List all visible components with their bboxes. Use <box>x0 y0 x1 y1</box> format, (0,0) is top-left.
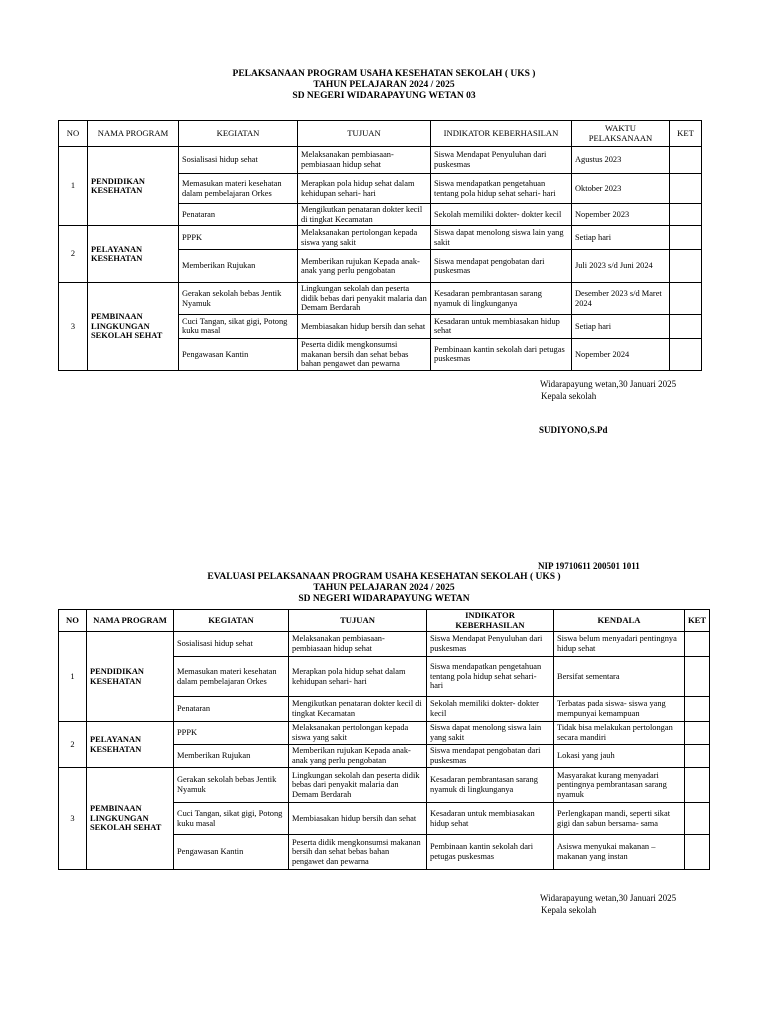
table-header <box>59 610 710 632</box>
header-row <box>59 121 702 147</box>
goal-cell: Memberikan rujukan Kepada anak- anak yang perlu pengobatan <box>289 745 427 768</box>
goal-cell: Memberikan rujukan Kepada anak- anak yang perlu pengobatan <box>298 250 431 283</box>
place-date: Widarapayung wetan,30 Januari 2025 <box>540 379 677 389</box>
goal-cell: Peserta didik mengkonsumsi makanan bersih dan sehat bebas bahan pengawet dan pewarna <box>298 338 431 370</box>
program-name: PELAYANAN KESEHATAN <box>87 722 174 768</box>
program-table <box>58 120 702 371</box>
obstacle-cell: Siswa belum menyadari pentingnya hidup sehat <box>554 632 685 657</box>
note-cell <box>670 204 702 226</box>
column-header-indicator: INDIKATOR KEBERHASILAN <box>431 121 572 147</box>
obstacle-cell: Bersifat sementara <box>554 657 685 697</box>
activity-cell: Sosialisasi hidup sehat <box>174 632 289 657</box>
column-header-program: NAMA PROGRAM <box>88 121 179 147</box>
column-header-goal: TUJUAN <box>289 610 427 632</box>
note-cell <box>685 745 710 768</box>
activity-cell: Memberikan Rujukan <box>174 745 289 768</box>
indicator-cell: Siswa mendapatkan pengetahuan tentang pola hidup sehat sehari- hari <box>427 657 554 697</box>
doc1-title-line: PELAKSANAAN PROGRAM USAHA KESEHATAN SEKOLAH ( UKS ) <box>232 69 536 79</box>
activity-cell: Gerakan sekolah bebas Jentik Nyamuk <box>174 768 289 803</box>
column-header-col6: WAKTU PELAKSANAAN <box>572 121 670 147</box>
activity-cell: Penataran <box>174 697 289 722</box>
header-row <box>59 610 710 632</box>
indicator-cell: Kesadaran untuk membiasakan hidup sehat <box>427 803 554 835</box>
goal-cell: Lingkungan sekolah dan peserta didik bebas dari penyakit malaria dan Demam Berdarah <box>289 768 427 803</box>
column-header-activity: KEGIATAN <box>174 610 289 632</box>
indicator-cell: Siswa mendapat pengobatan dari puskesmas <box>427 745 554 768</box>
table-row <box>59 147 702 174</box>
goal-cell: Membiasakan hidup bersih dan sehat <box>298 314 431 338</box>
note-cell <box>670 226 702 250</box>
note-cell <box>670 174 702 204</box>
schedule-cell: Juli 2023 s/d Juni 2024 <box>572 250 670 283</box>
activity-cell: Cuci Tangan, sikat gigi, Potong kuku masal <box>174 803 289 835</box>
activity-cell: PPPK <box>179 226 298 250</box>
program-name: PELAYANAN KESEHATAN <box>88 226 179 283</box>
obstacle-cell: Terbatas pada siswa- siswa yang mempunyai kemampuan <box>554 697 685 722</box>
table-row <box>59 283 702 315</box>
note-cell <box>685 722 710 745</box>
row-number: 2 <box>59 722 87 768</box>
goal-cell: Merapkan pola hidup sehat dalam kehidupan sehari- hari <box>298 174 431 204</box>
goal-cell: Merapkan pola hidup sehat dalam kehidupan sehari- hari <box>289 657 427 697</box>
activity-cell: Pengawasan Kantin <box>179 338 298 370</box>
indicator-cell: Siswa Mendapat Penyuluhan dari puskesmas <box>431 147 572 174</box>
doc2-title-line: SD NEGERI WIDARAPAYUNG WETAN <box>298 594 470 604</box>
signer-name: SUDIYONO,S.Pd <box>539 425 608 435</box>
signer-nip: NIP 19710611 200501 1011 <box>538 561 640 571</box>
obstacle-cell: Masyarakat kurang menyadari pentingnya pembrantasan sarang nyamuk <box>554 768 685 803</box>
doc2-title-line: EVALUASI PELAKSANAAN PROGRAM USAHA KESEHATAN SEKOLAH ( UKS ) <box>207 572 561 582</box>
table-body <box>59 632 710 870</box>
note-cell <box>685 803 710 835</box>
program-name: PENDIDIKAN KESEHATAN <box>87 632 174 722</box>
indicator-cell: Sekolah memiliki dokter- dokter kecil <box>427 697 554 722</box>
row-number: 3 <box>59 283 88 371</box>
schedule-cell: Nopember 2024 <box>572 338 670 370</box>
goal-cell: Mengikutkan penataran dokter kecil di tingkat Kecamatan <box>289 697 427 722</box>
activity-cell: Memasukan materi kesehatan dalam pembelajaran Orkes <box>179 174 298 204</box>
goal-cell: Melaksanakan pertolongan kepada siswa yang sakit <box>289 722 427 745</box>
schedule-cell: Desember 2023 s/d Maret 2024 <box>572 283 670 315</box>
obstacle-cell: Asiswa menyukai makanan – makanan yang instan <box>554 835 685 870</box>
indicator-cell: Siswa dapat menolong siswa lain yang sakit <box>427 722 554 745</box>
table-row <box>59 722 710 745</box>
signer-role: Kepala sekolah <box>541 905 597 915</box>
column-header-program: NAMA PROGRAM <box>87 610 174 632</box>
row-number: 3 <box>59 768 87 870</box>
row-number: 1 <box>59 147 88 226</box>
indicator-cell: Pembinaan kantin sekolah dari petugas puskesmas <box>427 835 554 870</box>
note-cell <box>685 835 710 870</box>
schedule-cell: Setiap hari <box>572 314 670 338</box>
note-cell <box>685 768 710 803</box>
activity-cell: PPPK <box>174 722 289 745</box>
table-row <box>59 768 710 803</box>
schedule-cell: Oktober 2023 <box>572 174 670 204</box>
indicator-cell: Siswa dapat menolong siswa lain yang sakit <box>431 226 572 250</box>
activity-cell: Memasukan materi kesehatan dalam pembelajaran Orkes <box>174 657 289 697</box>
note-cell <box>685 697 710 722</box>
doc2-title <box>0 572 768 605</box>
doc2-title-line: TAHUN PELAJARAN 2024 / 2025 <box>313 583 455 593</box>
program-name: PENDIDIKAN KESEHATAN <box>88 147 179 226</box>
table-header <box>59 121 702 147</box>
obstacle-cell: Perlengkapan mandi, seperti sikat gigi dan sabun bersama- sama <box>554 803 685 835</box>
schedule-cell: Agustus 2023 <box>572 147 670 174</box>
table-row <box>59 226 702 250</box>
indicator-cell: Siswa mendapatkan pengetahuan tentang pola hidup sehat sehari- hari <box>431 174 572 204</box>
note-cell <box>670 338 702 370</box>
doc1-title <box>0 69 768 102</box>
program-name: PEMBINAAN LINGKUNGAN SEKOLAH SEHAT <box>88 283 179 371</box>
indicator-cell: Sekolah memiliki dokter- dokter kecil <box>431 204 572 226</box>
row-number: 1 <box>59 632 87 722</box>
goal-cell: Melaksanakan pertolongan kepada siswa yang sakit <box>298 226 431 250</box>
place-date: Widarapayung wetan,30 Januari 2025 <box>540 893 677 903</box>
note-cell <box>670 250 702 283</box>
activity-cell: Memberikan Rujukan <box>179 250 298 283</box>
activity-cell: Penataran <box>179 204 298 226</box>
indicator-cell: Siswa mendapat pengobatan dari puskesmas <box>431 250 572 283</box>
column-header-col6: KENDALA <box>554 610 685 632</box>
note-cell <box>685 632 710 657</box>
indicator-cell: Pembinaan kantin sekolah dari petugas puskesmas <box>431 338 572 370</box>
table-row <box>59 632 710 657</box>
column-header-no: NO <box>59 610 87 632</box>
column-header-activity: KEGIATAN <box>179 121 298 147</box>
column-header-note: KET <box>685 610 710 632</box>
evaluation-table <box>58 609 710 870</box>
note-cell <box>685 657 710 697</box>
schedule-cell: Setiap hari <box>572 226 670 250</box>
schedule-cell: Nopember 2023 <box>572 204 670 226</box>
note-cell <box>670 314 702 338</box>
program-name: PEMBINAAN LINGKUNGAN SEKOLAH SEHAT <box>87 768 174 870</box>
obstacle-cell: Lokasi yang jauh <box>554 745 685 768</box>
activity-cell: Cuci Tangan, sikat gigi, Potong kuku masal <box>179 314 298 338</box>
indicator-cell: Kesadaran pembrantasan sarang nyamuk di lingkunganya <box>427 768 554 803</box>
indicator-cell: Kesadaran untuk membiasakan hidup sehat <box>431 314 572 338</box>
indicator-cell: Kesadaran pembrantasan sarang nyamuk di lingkunganya <box>431 283 572 315</box>
column-header-no: NO <box>59 121 88 147</box>
goal-cell: Melaksanakan pembiasaan- pembiasaan hidup sehat <box>289 632 427 657</box>
signer-role: Kepala sekolah <box>541 391 597 401</box>
activity-cell: Sosialisasi hidup sehat <box>179 147 298 174</box>
note-cell <box>670 283 702 315</box>
activity-cell: Gerakan sekolah bebas Jentik Nyamuk <box>179 283 298 315</box>
doc1-title-line: TAHUN PELAJARAN 2024 / 2025 <box>313 80 455 90</box>
goal-cell: Melaksanakan pembiasaan- pembiasaan hidup sehat <box>298 147 431 174</box>
goal-cell: Peserta didik mengkonsumsi makanan bersih dan sehat bebas bahan pengawet dan pewarna <box>289 835 427 870</box>
column-header-note: KET <box>670 121 702 147</box>
goal-cell: Lingkungan sekolah dan peserta didik bebas dari penyakit malaria dan Demam Berdarah <box>298 283 431 315</box>
activity-cell: Pengawasan Kantin <box>174 835 289 870</box>
table-body <box>59 147 702 371</box>
note-cell <box>670 147 702 174</box>
column-header-goal: TUJUAN <box>298 121 431 147</box>
indicator-cell: Siswa Mendapat Penyuluhan dari puskesmas <box>427 632 554 657</box>
goal-cell: Membiasakan hidup bersih dan sehat <box>289 803 427 835</box>
row-number: 2 <box>59 226 88 283</box>
column-header-indicator: INDIKATOR KEBERHASILAN <box>427 610 554 632</box>
obstacle-cell: Tidak bisa melakukan pertolongan secara mandiri <box>554 722 685 745</box>
goal-cell: Mengikutkan penataran dokter kecil di tingkat Kecamatan <box>298 204 431 226</box>
doc1-title-line: SD NEGERI WIDARAPAYUNG WETAN 03 <box>292 91 476 101</box>
